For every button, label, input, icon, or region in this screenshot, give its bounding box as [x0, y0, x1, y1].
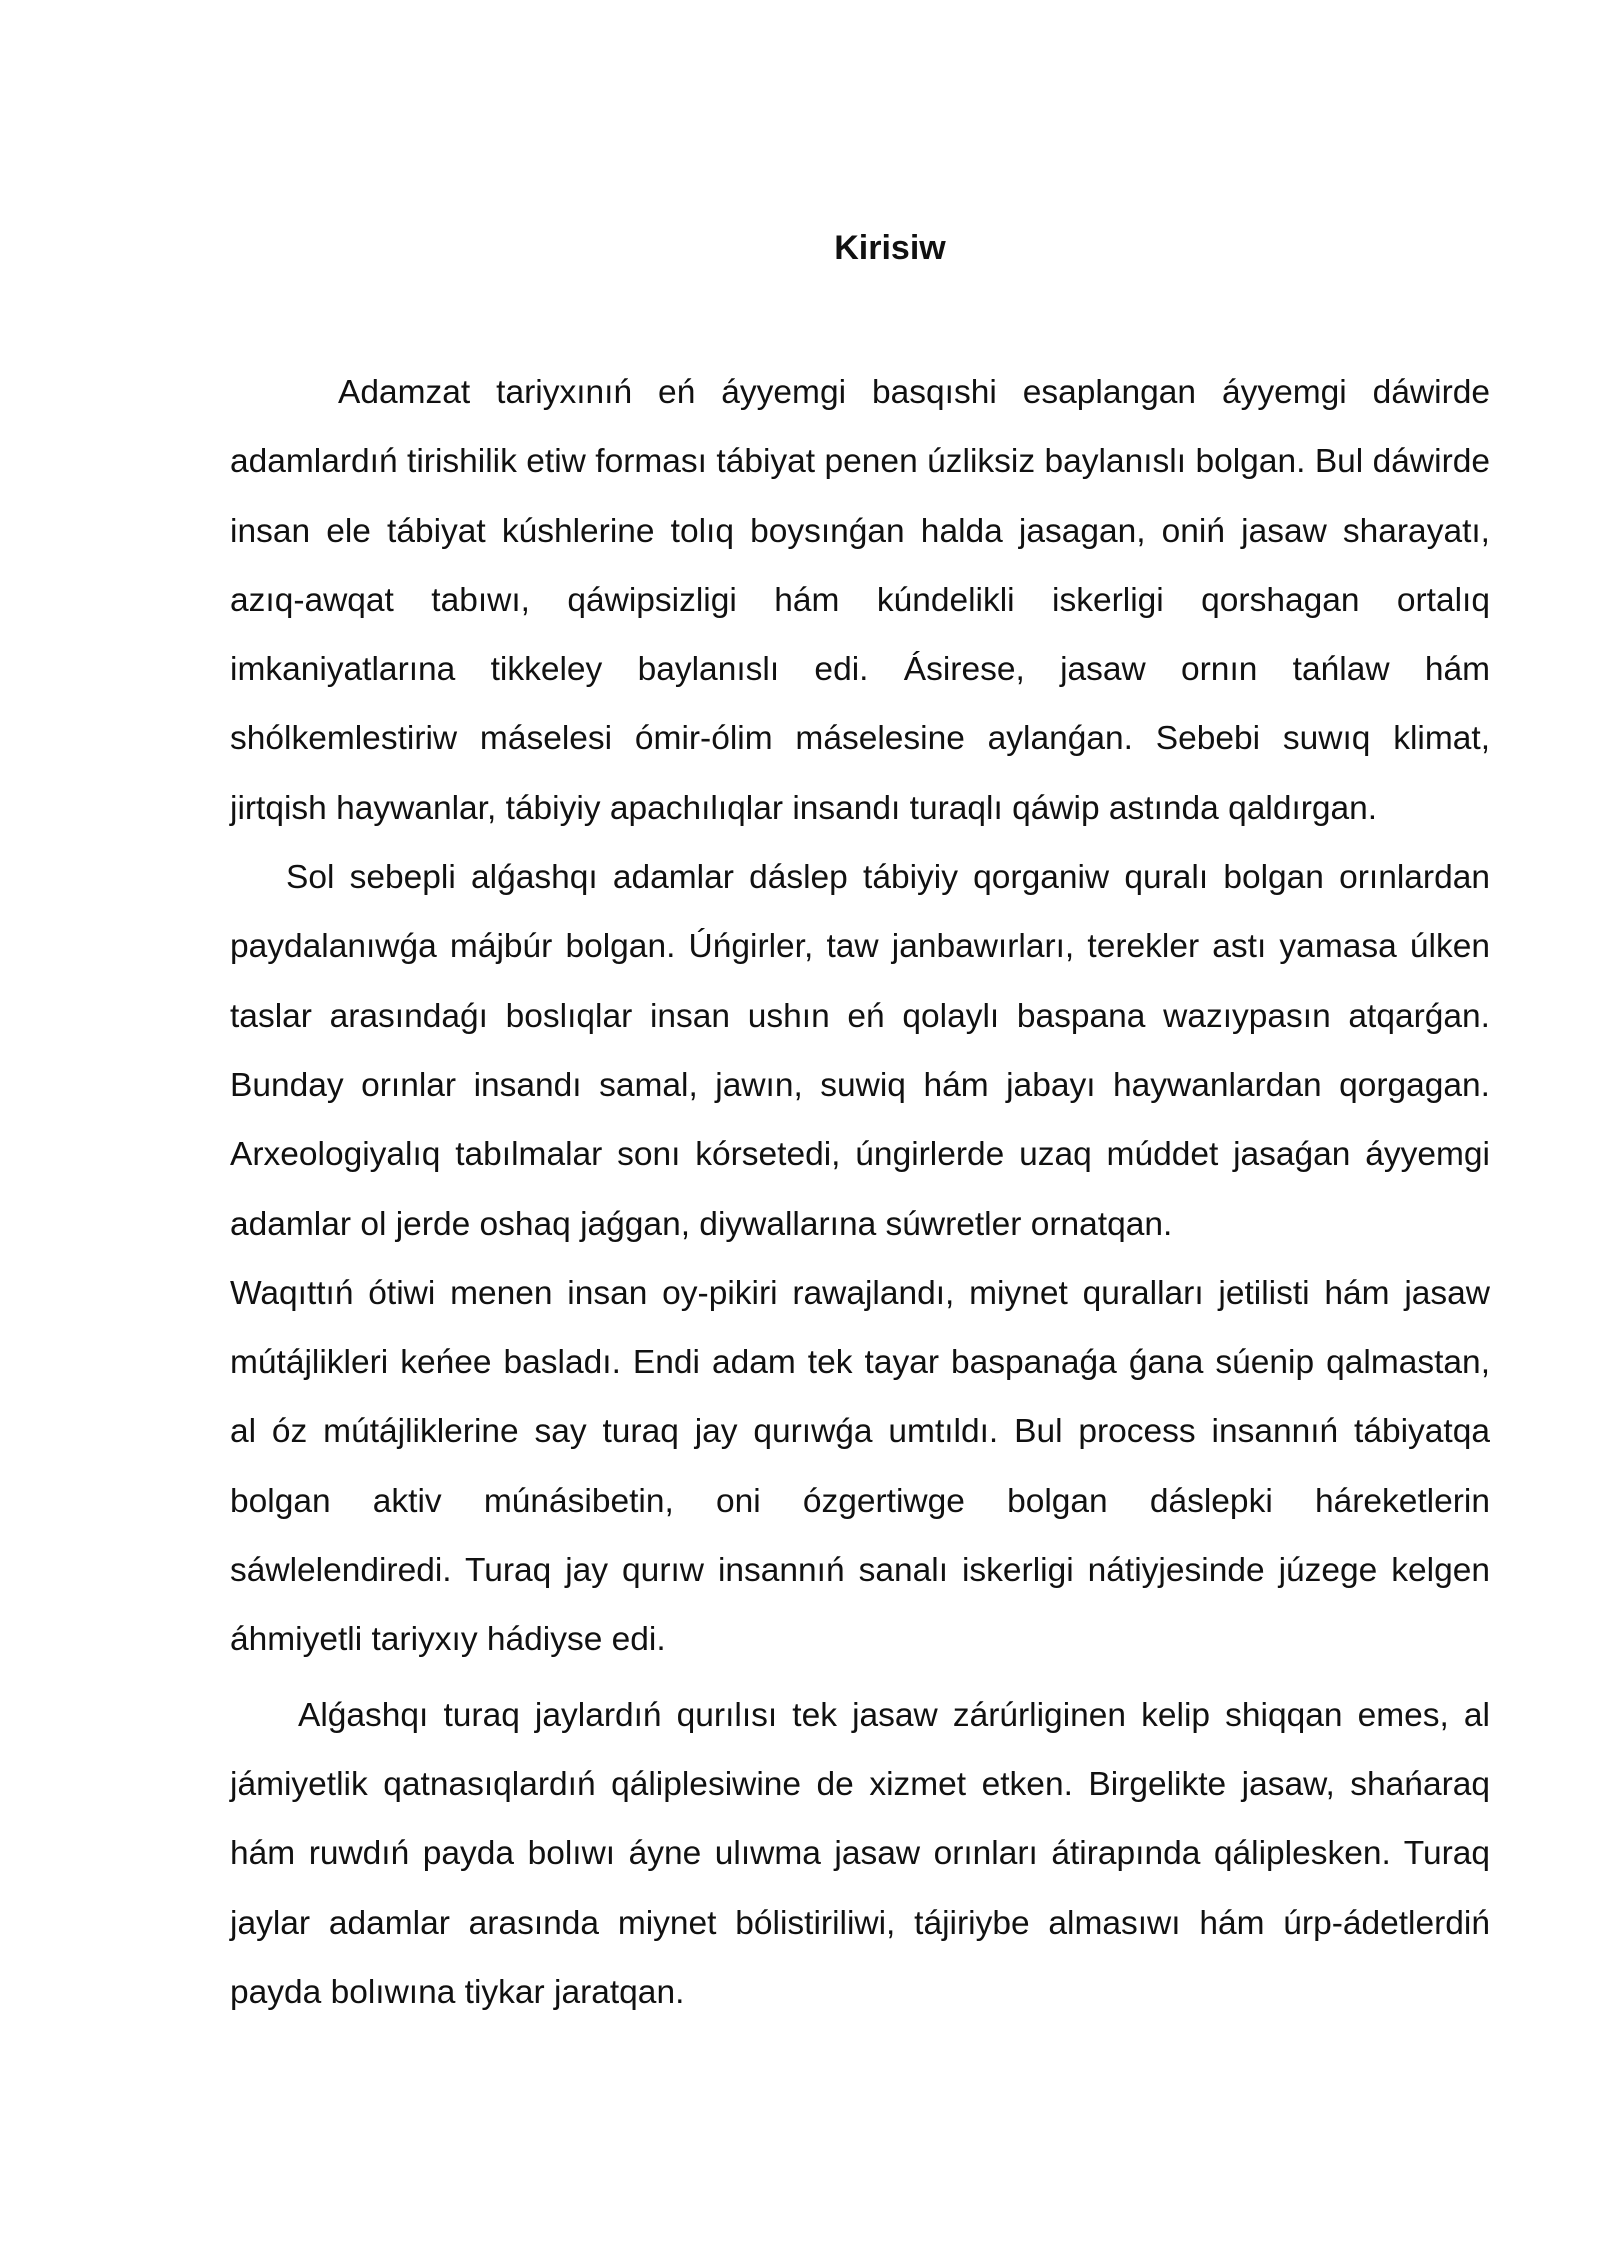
paragraph-1: Adamzat tariyxınıń eń áyyemgi basqıshi esaplangan áyyemgi dáwirde adamlardıń tirishilik etiw forması tábiyat penen úzliksiz baylanıslı bolgan. Bul dáwirde insan ele tábiyat kúshlerine tolıq boysınǵan halda jasagan, oniń jasaw sharayatı, azıq-awqat tabıwı, qáwipsizligi hám kúndelikli iskerligi qorshagan ortalıq imkaniyatlarına tikkeley baylanıslı edi. Ásirese, jasaw ornın tańlaw hám shólkemlestiriw máselesi ómir-ólim máselesine aylanǵan. Sebebi suwıq klimat, jirtqish haywanlar, tábiyiy apachılıqlar insandı turaqlı qáwip astında qaldırgan. — [230, 374, 1490, 827]
paragraph-3: Waqıttıń ótiwi menen insan oy-pikiri rawajlandı, miynet quralları jetilisti hám jasaw mútájlikleri keńee basladı. Endi adam tek tayar baspanaǵa ǵana súenip qalmastan, al óz mútájliklerine say turaq jay qurıwǵa umtıldı. Bul process insannıń tábiyatqa bolgan aktiv múnásibetin, oni ózgertiwge bolgan dáslepki háreketlerin sáwlelendiredi. Turaq jay qurıw insannıń sanalı iskerligi nátiyjesinde júzege kelgen áhmiyetli tariyxıy hádiyse edi. — [230, 1274, 1490, 1659]
document-title: Kirisiw — [834, 229, 946, 267]
paragraph-2: Sol sebepli alǵashqı adamlar dáslep tábiyiy qorganiw quralı bolgan orınlardan paydalanıwǵa májbúr bolgan. Úńgirler, taw janbawırları, terekler astı yamasa úlken taslar arasındaǵı boslıqlar insan ushın eń qolaylı baspana wazıypasın atqarǵan. Bunday orınlar insandı samal, jawın, suwiq hám jabayı haywanlardan qorgagan. Arxeologiyalıq tabılmalar sonı kórsetedi, úngirlerde uzaq múddet jasaǵan áyyemgi adamlar ol jerde oshaq jaǵgan, diywallarına súwretler ornatqan. — [230, 859, 1490, 1243]
document-body — [230, 358, 1490, 2027]
paragraph-4: Alǵashqı turaq jaylardıń qurılısı tek jasaw zárúrliginen kelip shiqqan emes, al jámiyetlik qatnasıqlardıń qáliplesiwine de xizmet etken. Birgelikte jasaw, shańaraq hám ruwdıń payda bolıwı áyne ulıwma jasaw orınları átirapında qáliplesken. Turaq jaylar adamlar arasında miynet bólistiriliwi, tájiriybe almasıwı hám úrp-ádetlerdiń payda bolıwına tiykar jaratqan. — [230, 1696, 1490, 2011]
